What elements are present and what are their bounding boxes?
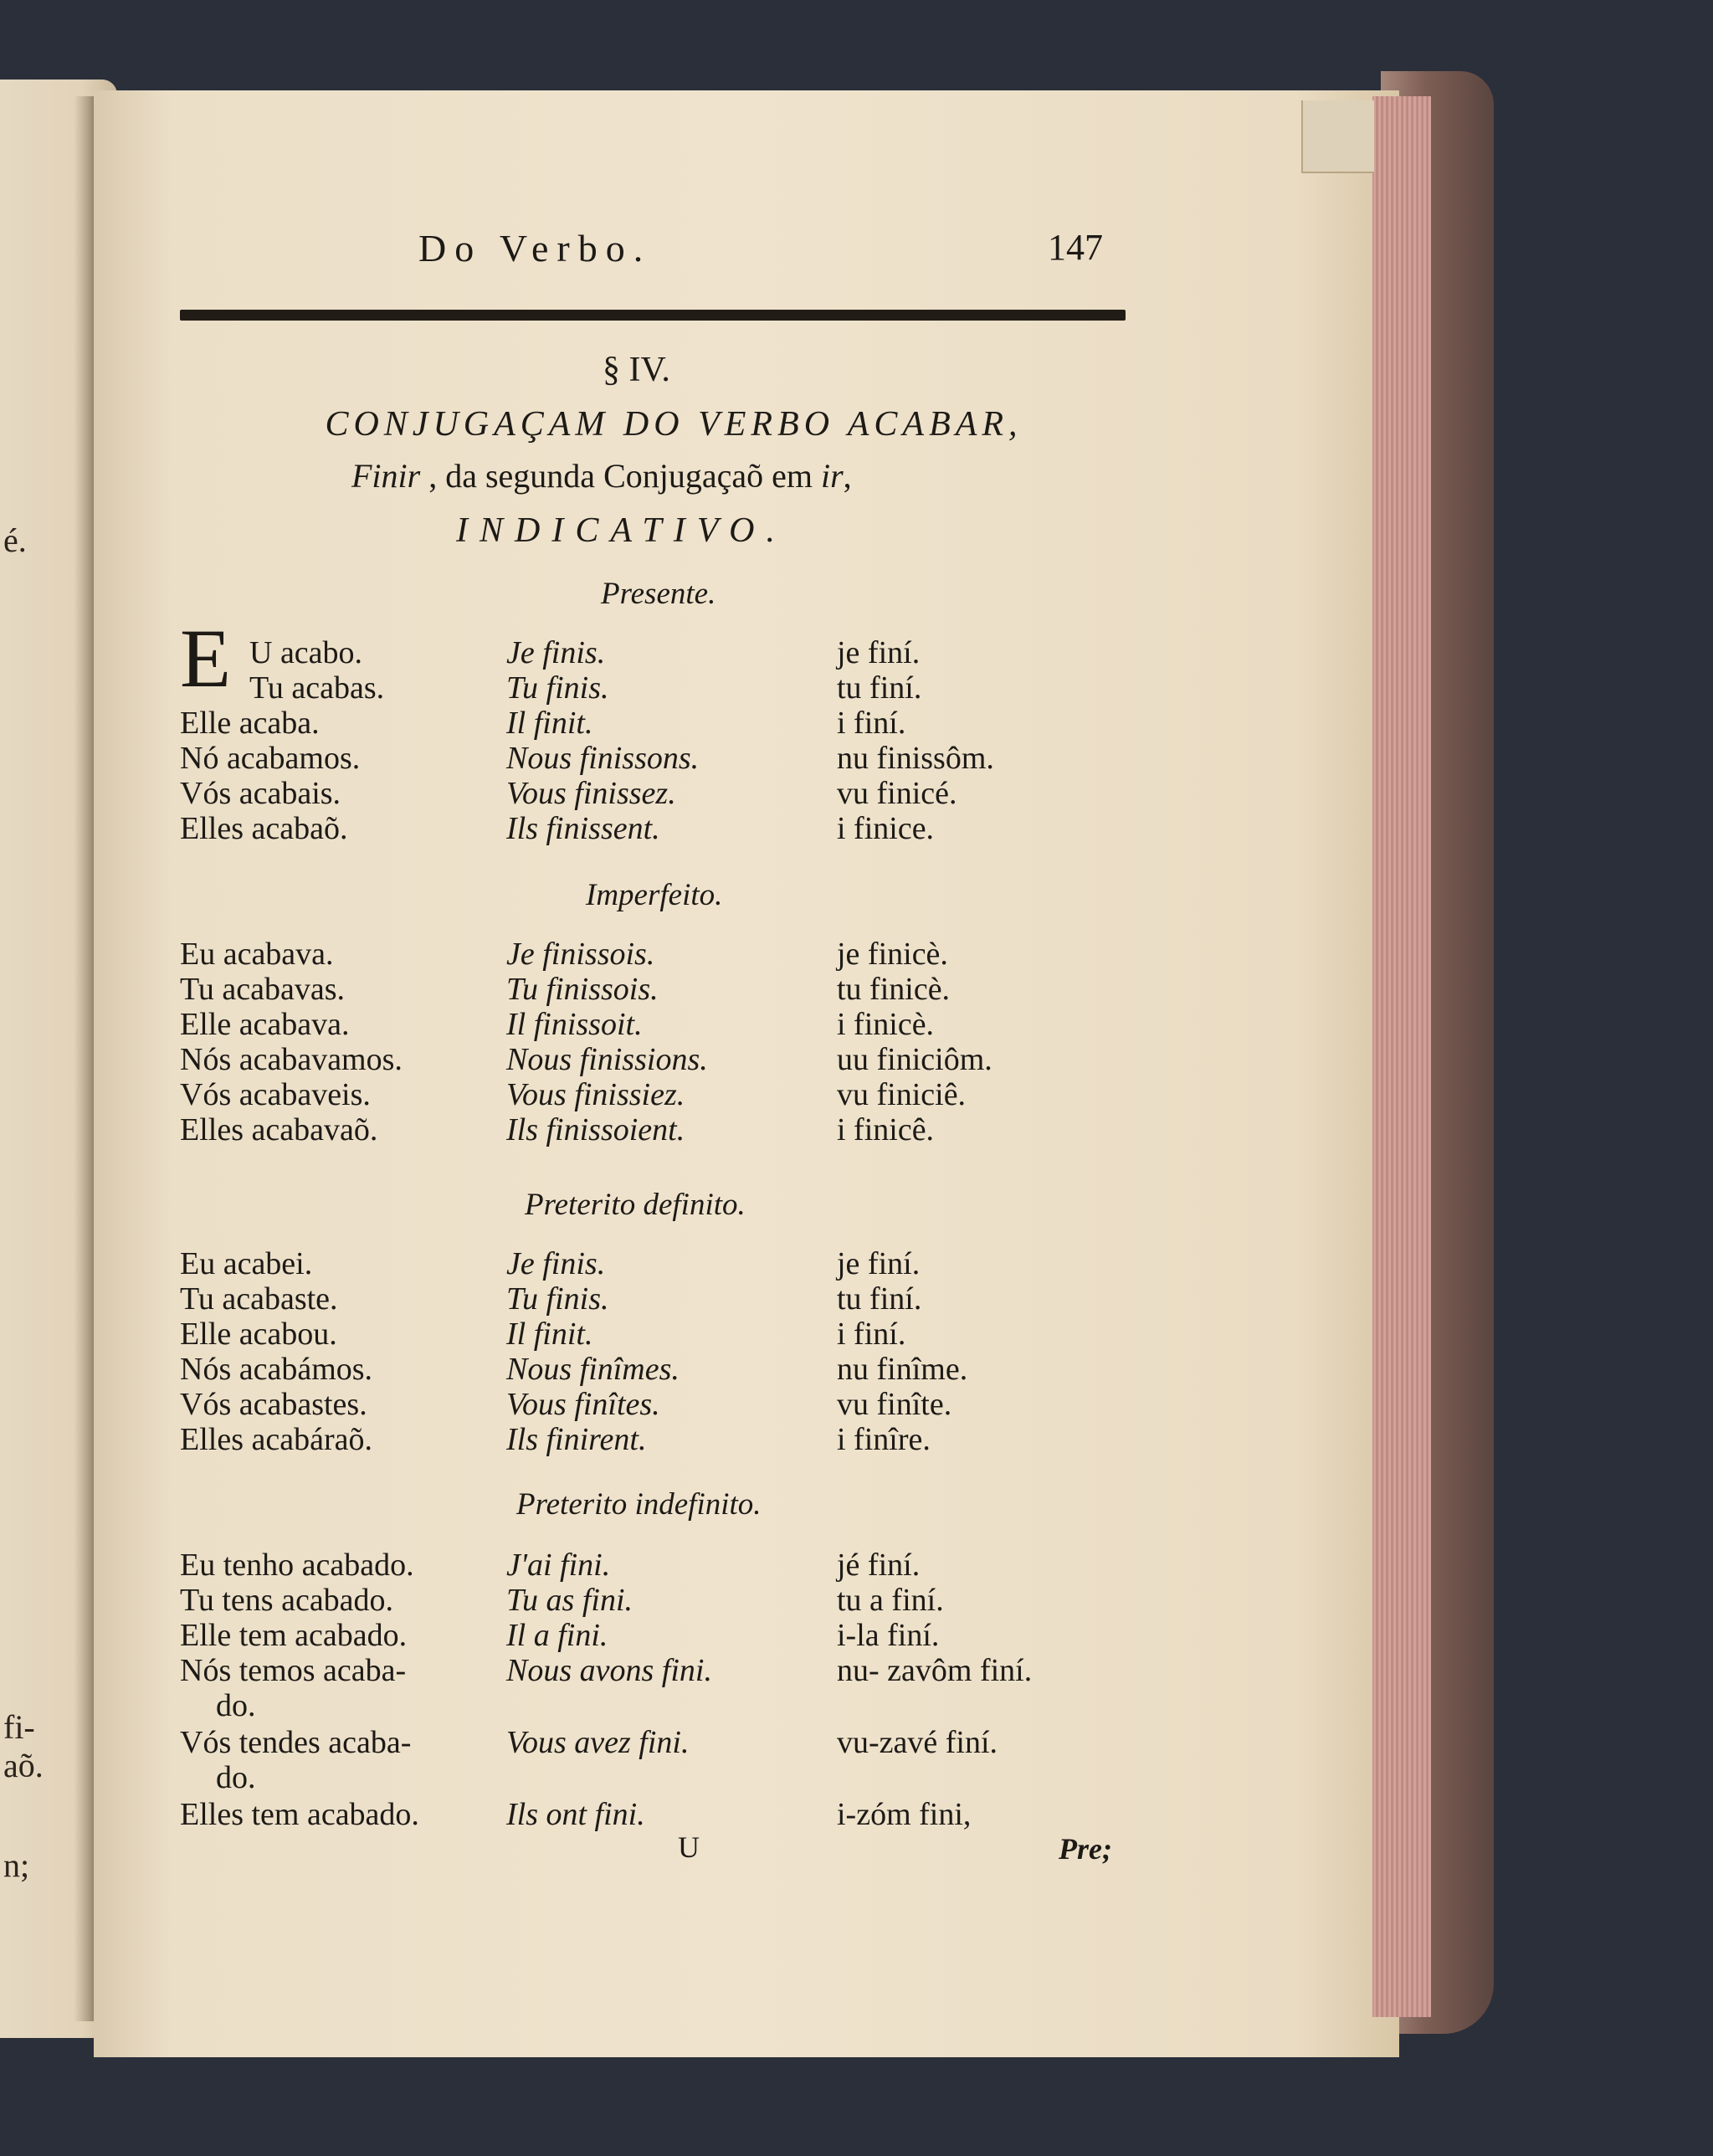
pronunciation: i finí. [837,706,906,741]
subtitle-italic-end: ir [820,457,844,495]
french-form: Il a fini. [506,1618,608,1653]
french-form: Tu finis. [506,670,609,706]
french-form: Vous finissiez. [506,1077,685,1112]
portuguese-form-continuation: do. [216,1688,256,1723]
portuguese-form: Elles acabáraõ. [180,1422,372,1457]
french-form: Ils ont fini. [506,1797,645,1832]
left-margin-fragment: é. [3,521,27,559]
subtitle-text: , da segunda Conjugaçaõ em [428,457,813,495]
pronunciation: nu finîme. [837,1352,968,1387]
pronunciation: tu finicè. [837,972,951,1007]
portuguese-form: Eu tenho acabado. [180,1548,414,1583]
portuguese-form: U acabo. [249,635,363,670]
french-form: Ils finissent. [506,811,660,846]
left-margin-fragment: aõ. [3,1747,44,1784]
french-form: Il finissoit. [506,1007,643,1042]
pronunciation: i finîre. [837,1422,931,1457]
portuguese-form: Tu acabas. [249,670,385,706]
folded-corner [1301,100,1374,173]
section-number: § IV. [603,351,670,389]
left-margin-fragment: fi- [3,1708,35,1746]
french-form: Je finissois. [506,937,655,972]
portuguese-form: Tu tens acabado. [180,1583,394,1618]
pronunciation: uu finiciôm. [837,1042,992,1077]
portuguese-form: Elle acaba. [180,706,320,741]
french-form: Nous avons fini. [506,1653,712,1688]
french-form: Je finis. [506,1246,606,1281]
pronunciation: i finicè. [837,1007,935,1042]
french-form: Vous finissez. [506,776,676,811]
french-form: Nous finissons. [506,741,700,776]
portuguese-form: Nós acabavamos. [180,1042,403,1077]
pronunciation: nu finissôm. [837,741,994,776]
french-form: Il finit. [506,1317,593,1352]
left-margin-fragment: n; [3,1846,30,1884]
portuguese-form: Vós tendes acaba- [180,1725,412,1760]
pronunciation: vu finicé. [837,776,957,811]
pronunciation: tu a finí. [837,1583,944,1618]
tense-heading: Presente. [601,577,716,611]
french-form: Tu finissois. [506,972,659,1007]
portuguese-form: Vós acabais. [180,776,341,811]
portuguese-form-continuation: do. [216,1760,256,1795]
tense-heading: Imperfeito. [586,878,723,912]
portuguese-form: Eu acabava. [180,937,334,972]
pronunciation: i-la finí. [837,1618,940,1653]
catchword: Pre; [1059,1832,1112,1866]
french-form: Il finit. [506,706,593,741]
page-edges [1372,96,1431,2017]
page-number: 147 [1048,227,1103,268]
pronunciation: nu- zavôm finí. [837,1653,1033,1688]
portuguese-form: Elle acabava. [180,1007,350,1042]
portuguese-form: Tu acabaste. [180,1281,338,1317]
portuguese-form: Elles acabaõ. [180,811,348,846]
french-form: Je finis. [506,635,606,670]
portuguese-form: Nós temos acaba- [180,1653,407,1688]
french-form: Tu finis. [506,1281,609,1317]
pronunciation: vu finiciê. [837,1077,967,1112]
running-head: Do Verbo. [418,227,652,270]
section-title: CONJUGAÇAM DO VERBO ACABAR, [325,405,1023,444]
tense-heading: Preterito definito. [525,1188,746,1222]
pronunciation: je finí. [837,1246,921,1281]
pronunciation: i finicê. [837,1112,935,1147]
portuguese-form: Nós acabámos. [180,1352,373,1387]
french-form: Vous avez fini. [506,1725,690,1760]
french-form: J'ai fini. [506,1548,611,1583]
header-rule [180,310,1126,321]
pronunciation: i finí. [837,1317,906,1352]
pronunciation: vu-zavé finí. [837,1725,998,1760]
pronunciation: vu finîte. [837,1387,952,1422]
pronunciation: je finicè. [837,937,948,972]
french-form: Nous finîmes. [506,1352,680,1387]
portuguese-form: Vós acabastes. [180,1387,367,1422]
portuguese-form: Elle tem acabado. [180,1618,408,1653]
pronunciation: tu finí. [837,1281,922,1317]
french-form: Vous finîtes. [506,1387,660,1422]
portuguese-form: Vós acabaveis. [180,1077,371,1112]
signature-mark: U [678,1830,700,1864]
french-form: Tu as fini. [506,1583,633,1618]
pronunciation: je finí. [837,635,921,670]
portuguese-form: Tu acabavas. [180,972,345,1007]
pronunciation: i finice. [837,811,935,846]
portuguese-form: Elle acabou. [180,1317,337,1352]
pronunciation: tu finí. [837,670,922,706]
portuguese-form: Elles acabavaõ. [180,1112,378,1147]
subtitle-comma: , [843,457,852,495]
pronunciation: jé finí. [837,1548,921,1583]
subtitle [351,456,852,495]
portuguese-form: Nó acabamos. [180,741,361,776]
french-form: Ils finirent. [506,1422,647,1457]
french-form: Ils finissoient. [506,1112,685,1147]
drop-cap: E [180,612,232,705]
portuguese-form: Elles tem acabado. [180,1797,419,1832]
subtitle-italic: Finir [351,457,421,495]
portuguese-form: Eu acabei. [180,1246,313,1281]
mood-heading: INDICATIVO. [456,511,787,550]
french-form: Nous finissions. [506,1042,708,1077]
tense-heading: Preterito indefinito. [516,1487,762,1522]
pronunciation: i-zóm fini, [837,1797,972,1832]
